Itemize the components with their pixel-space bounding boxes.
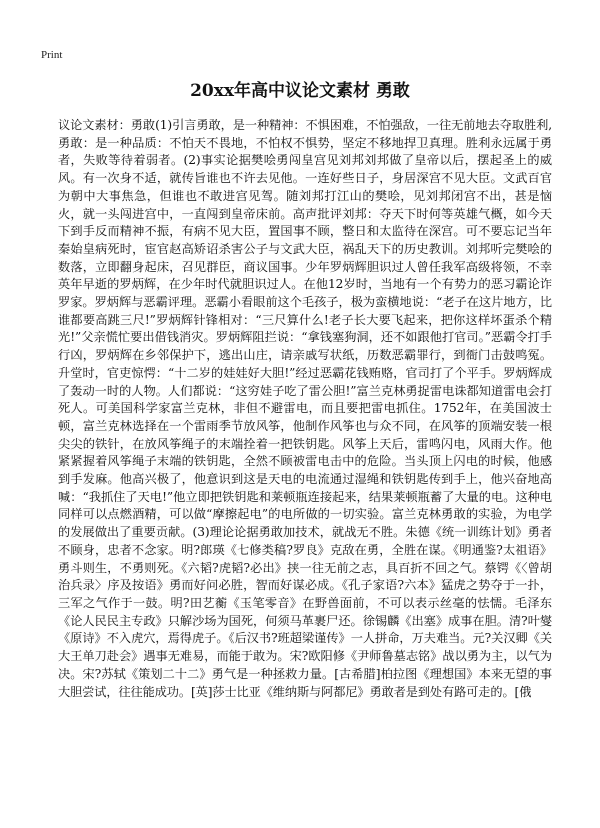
document-body	[58, 117, 552, 701]
body-paragraph: 议论文素材：勇敢(1)引言勇敢，是一种精神：不惧困难，不怕强敌，一往无前地去夺取胜利,勇敢：是一种品质：不怕天不畏地，不怕权不惧势，坚定不移地捍卫真理。胜利永远属于勇者，失败等待着弱者。(2)事实论据樊哙勇闯皇宫见刘邦刘邦做了皇帝以后，摆起圣上的威风。有一次身不适，就传旨谁也不许去见他。一连好些日子，身居深宫不见大臣。文武百官为朝中大事焦急，但谁也不敢进宫见驾。随刘邦打江山的樊哙，见刘邦闭宫不出，甚是恼火，就一头闯进宫中，一直闯到皇帝床前。高声批评刘邦：夺天下时何等英雄气概，如今天下到手反而精神不振，有病不见大臣，置国事不顾，整日和太监待在深宫。可不要忘记当年秦始皇病死时，宦官赵高矫诏杀害公子与文武大臣，祸乱天下的历史教训。刘邦听完樊哙的数落，立即翻身起床，召见群臣，商议国事。少年罗炳辉胆识过人曾任我军高级将领，不幸英年早逝的罗炳辉，在少年时代就胆识过人。在他12岁时，当地有一个有势力的恶习霸论诈罗家。罗炳辉与恶霸评理。恶霸小看眼前这个毛孩子，极为蛮横地说：“老子在这片地方，比谁都要高跳三尺!”罗炳辉针锋相对：“三尺算什么!老子长大要飞起来，把你这样坏蛋杀个精光!”父亲慌忙要出借钱消灾。罗炳辉阻拦说：“拿钱塞狗洞，还不如跟他打官司。”恶霸令打手行凶，罗炳辉在乡邻保护下，逃出山庄，请亲戚写状纸，历数恶霸罪行，到衙门击鼓鸣冤。升堂时，官吏惊愕：“十二岁的娃娃好大胆!”经过恶霸花钱贿赂，官司打了个平手。罗炳辉成了轰动一时的人物。人们都说：“这穷娃子吃了雷公胆!”富兰克林勇捉雷电诛都知道雷电会打死人。可美国科学家富兰克林，非但不避雷电，而且要把雷电抓住。1752年，在美国波士顿，富兰克林选择在一个雷雨季节放风筝，他制作风筝也与众不同，在风筝的顶端安装一根尖尖的铁针，在放风筝绳子的末端拴着一把铁钥匙。风筝上天后，雷鸣闪电，风雨大作。他紧紧握着风筝绳子末端的铁钥匙，全然不顾被雷电击中的危险。当头顶上闪电的时候，他感到手发麻。他高兴极了，他意识到这是天电的电流通过湿绳和铁钥匙传到手上，他兴奋地高喊：“我抓住了天电!”他立即把铁钥匙和莱顿瓶连接起来，结果莱顿瓶蓄了大量的电。这种电同样可以点燃酒精，可以做“摩擦起电”的电所做的一切实验。富兰克林勇敢的实验，为电学的发展做出了重要贡献。(3)理论论据勇敢加技术，就战无不胜。朱德《统一训练计划》勇者不顾身，忠者不念家。明?郎瑛《七修类稿?罗良》克敌在勇，全胜在谋。《明通鉴?太祖语》勇斗则生，不勇则死。《六韬?虎韬?必出》挟一往无前之志，具百折不回之气。蔡锷《〈曾胡治兵录〉序及按语》勇而好问必胜，智而好谋必成。《孔子家语?六本》猛虎之势夺于一扑，三军之气作于一鼓。明?田艺蘅《玉笔零音》在野兽面前，不可以表示丝毫的怯懦。毛泽东《论人民民主专政》只解沙场为国死，何须马革裹尸还。徐锡麟《出塞》成事在胆。清?叶燮《原诗》不入虎穴，焉得虎子。《后汉书?班超梁谨传》一人拼命，万夫难当。元?关汉卿《关大王单刀赴会》遇事无难易，而能于敢为。宋?欧阳修《尹师鲁墓志铭》战以勇为主，以气为决。宋?苏轼《策划二十二》勇气是一种拯救力量。[古希腊]柏拉图《理想国》本来无望的事大胆尝试，往往能成功。[英]莎士比亚《维纳斯与阿都尼》勇敢者是到处有路可走的。[俄	[58, 118, 552, 699]
document-title: 20xx年高中议论文素材 勇敢	[190, 81, 410, 101]
print-label[interactable]: Print	[41, 49, 63, 61]
